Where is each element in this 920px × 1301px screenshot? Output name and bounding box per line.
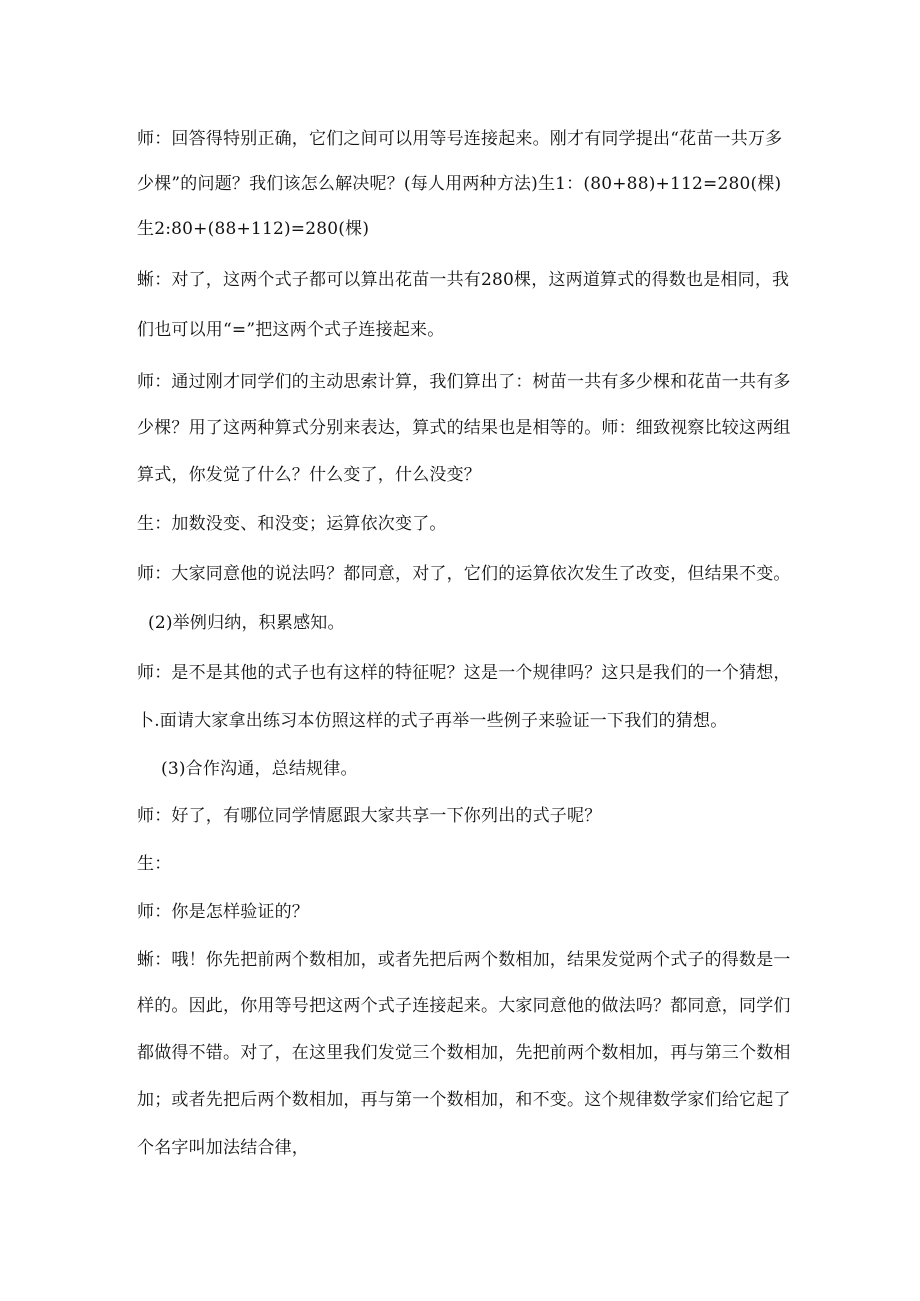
text-line: 样的。因此，你用等号把这两个式子连接起来。大家同意他的做法吗？都同意，同学们	[137, 996, 791, 1016]
text-line: 师：回答得特别正确，它们之间可以用等号连接起来。刚才有同学提出“花苗一共万多	[137, 129, 783, 149]
text-line: 少棵？用了这两种算式分别来表达，算式的结果也是相等的。师：细致视察比较这两组	[137, 418, 791, 438]
text-line: 少棵”的问题？我们该怎么解决呢？(每人用两种方法)生1：(80+88)+112=280(棵)	[137, 174, 782, 194]
text-line: 都做得不错。对了，在这里我们发觉三个数相加，先把前两个数相加，再与第三个数相	[137, 1043, 791, 1063]
text-line: 蜥：对了，这两个式子都可以算出花苗一共有280棵，这两道算式的得数也是相同，我	[137, 270, 790, 290]
text-line: 师：是不是其他的式子也有这样的特征呢？这是一个规律吗？这只是我们的一个猜想，	[137, 663, 791, 683]
text-line: 卜.面请大家拿出练习本仿照这样的式子再举一些例子来验证一下我们的猜想。	[137, 711, 728, 731]
text-line: 师：你是怎样验证的？	[137, 902, 309, 922]
section-heading: (3)合作沟通，总结规律。	[161, 759, 358, 779]
text-line: 生：加数没变、和没变；运算依次变了。	[137, 514, 447, 534]
text-line: 生2:80+(88+112)=280(棵)	[137, 219, 370, 239]
text-line: 算式，你发觉了什么？什么变了，什么没变？	[137, 465, 481, 485]
text-line: 师：通过刚才同学们的主动思索计算，我们算出了：树苗一共有多少棵和花苗一共有多	[137, 372, 791, 392]
section-heading: (2)举例归纳，积累感知。	[148, 613, 345, 633]
text-line: 生：	[137, 854, 172, 874]
text-line: 师：大家同意他的说法吗？都同意，对了，它们的运算依次发生了改变，但结果不变。	[137, 564, 791, 584]
text-line: 加；或者先把后两个数相加，再与第一个数相加，和不变。这个规律数学家们给它起了	[137, 1090, 791, 1110]
text-line: 蜥：哦！你先把前两个数相加，或者先把后两个数相加，结果发觉两个式子的得数是一	[137, 950, 791, 970]
text-line: 们也可以用“=”把这两个式子连接起来。	[137, 320, 445, 340]
text-line: 师：好了，有哪位同学情愿跟大家共享一下你列出的式子呢？	[137, 806, 602, 826]
text-line: 个名字叫加法结合律，	[137, 1138, 309, 1158]
